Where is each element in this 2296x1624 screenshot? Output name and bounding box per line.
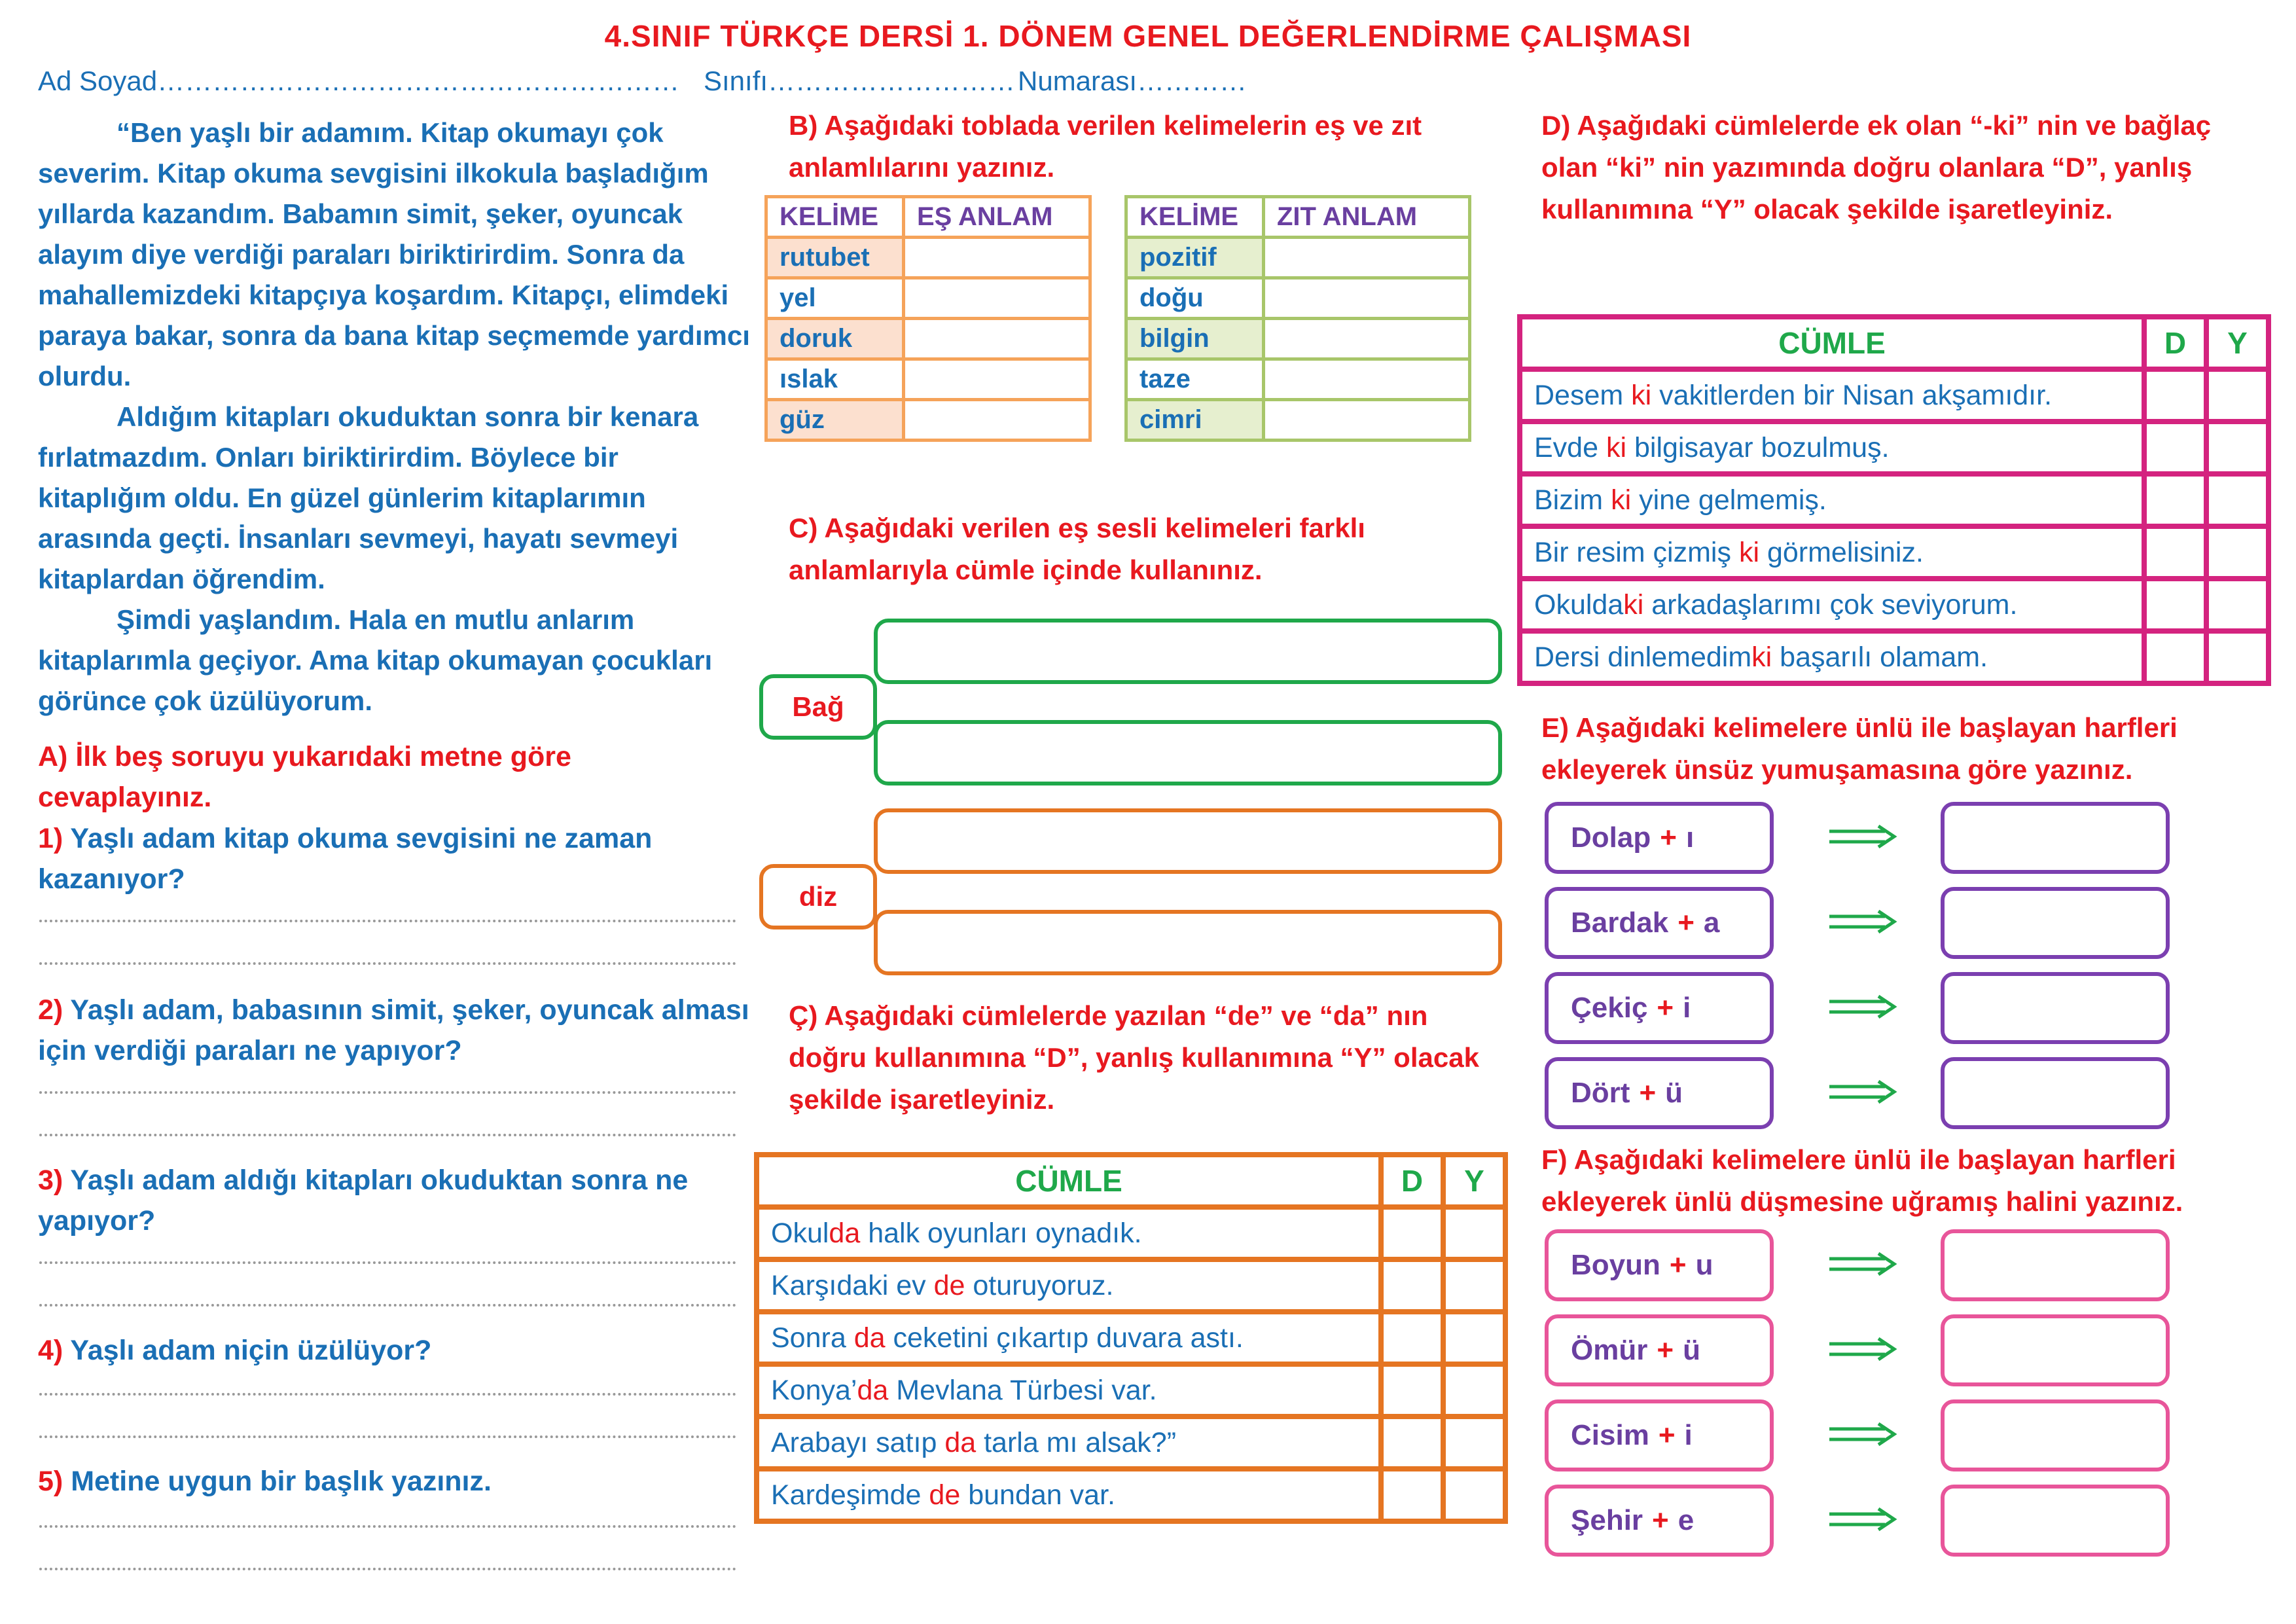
answer-cell[interactable]: [904, 278, 1090, 319]
passage-paragraph: Aldığım kitapları okuduktan sonra bir kenara fırlatmazdım. Onları biriktirirdim. Böylece bir kitaplığım oldu. En güzel günlerim kitaplarımın arasında geçti. İnsanları sevmeyi, hayatı sevmeyi kitaplardan öğrendim.: [38, 401, 699, 594]
word-box: Ömür + ü: [1545, 1314, 1774, 1386]
y-checkbox[interactable]: [1443, 1259, 1505, 1312]
sentence-box[interactable]: [874, 808, 1502, 874]
answer-box[interactable]: [1941, 1399, 2170, 1471]
answer-line[interactable]: [39, 1134, 736, 1136]
sentence-cell: Arabayı satıp da tarla mı alsak?”: [757, 1416, 1381, 1469]
answer-cell[interactable]: [1264, 238, 1470, 278]
answer-line[interactable]: [39, 1393, 736, 1396]
sentence-cell: Okuldaki arkadaşlarımı çok seviyorum.: [1520, 579, 2144, 631]
column-header: CÜMLE: [757, 1155, 1381, 1207]
d-checkbox[interactable]: [1381, 1416, 1443, 1469]
column-header: KELİME: [1126, 197, 1264, 238]
answer-cell[interactable]: [1264, 359, 1470, 400]
d-checkbox[interactable]: [1381, 1259, 1443, 1312]
answer-cell[interactable]: [904, 319, 1090, 359]
passage-paragraph: Şimdi yaşlandım. Hala en mutlu anlarım kitaplarımla geçiyor. Ama kitap okumayan çocukları görünce çok üzülüyorum.: [38, 604, 713, 716]
ki-table: [1517, 314, 2271, 686]
section-b-heading: B) Aşağıdaki toblada verilen kelimelerin eş ve zıt anlamlılarını yazınız.: [789, 110, 1422, 183]
word-cell: yel: [766, 278, 904, 319]
answer-cell[interactable]: [904, 238, 1090, 278]
answer-line[interactable]: [39, 920, 736, 922]
sentence-box[interactable]: [874, 910, 1502, 975]
answer-cell[interactable]: [904, 359, 1090, 400]
section-d-heading: D) Aşağıdaki cümlelerde ek olan “-ki” nin ve bağlaç olan “ki” nin yazımında doğru olanlara “D”, yanlış kullanımına “Y” olacak şekilde işaretleyiniz.: [1541, 110, 2212, 225]
word-cell: cimri: [1126, 400, 1264, 441]
d-checkbox[interactable]: [2144, 369, 2206, 422]
sentence-cell: Okulda halk oyunları oynadık.: [757, 1207, 1381, 1259]
answer-line[interactable]: [39, 1261, 736, 1264]
d-checkbox[interactable]: [1381, 1469, 1443, 1521]
word-box: Dört + ü: [1545, 1057, 1774, 1129]
column-header: D: [1381, 1155, 1443, 1207]
answer-box[interactable]: [1941, 1057, 2170, 1129]
sentence-cell: Kardeşimde de bundan var.: [757, 1469, 1381, 1521]
arrow-right-icon: [1826, 1506, 1898, 1532]
y-checkbox[interactable]: [1443, 1312, 1505, 1364]
synonym-table: [764, 195, 1092, 442]
answer-box[interactable]: [1941, 1229, 2170, 1301]
question-1: [38, 818, 751, 899]
column-header: EŞ ANLAM: [904, 197, 1090, 238]
column-header: KELİME: [766, 197, 904, 238]
question-2: [38, 990, 751, 1071]
y-checkbox[interactable]: [1443, 1469, 1505, 1521]
sentence-cell: Konya’da Mevlana Türbesi var.: [757, 1364, 1381, 1416]
arrow-right-icon: [1826, 1079, 1898, 1105]
answer-box[interactable]: [1941, 972, 2170, 1044]
de-da-table: [754, 1152, 1508, 1524]
answer-box[interactable]: [1941, 1485, 2170, 1557]
d-checkbox[interactable]: [2144, 631, 2206, 683]
section-e-heading: E) Aşağıdaki kelimelere ünlü ile başlayan harfleri ekleyerek ünsüz yumuşamasına göre yazınız.: [1541, 712, 2178, 785]
question-number: 1): [38, 823, 63, 854]
d-checkbox[interactable]: [2144, 579, 2206, 631]
name-field[interactable]: Ad Soyad…………………………………………………: [38, 65, 680, 96]
answer-line[interactable]: [39, 1568, 736, 1570]
number-field[interactable]: Numarası…………: [1018, 65, 1247, 96]
section-c-heading: C) Aşağıdaki verilen eş sesli kelimeleri farklı anlamlarıyla cümle içinde kullanınız.: [789, 513, 1365, 585]
column-header: CÜMLE: [1520, 317, 2144, 369]
question-3: [38, 1160, 751, 1241]
homonym-word: Bağ: [759, 674, 877, 740]
question-4: [38, 1330, 751, 1371]
d-checkbox[interactable]: [1381, 1207, 1443, 1259]
word-box: Şehir + e: [1545, 1485, 1774, 1557]
question-5: [38, 1461, 751, 1502]
d-checkbox[interactable]: [2144, 526, 2206, 579]
y-checkbox[interactable]: [2206, 579, 2269, 631]
arrow-right-icon: [1826, 1251, 1898, 1277]
column-header: Y: [2206, 317, 2269, 369]
word-box: Dolap + ı: [1545, 802, 1774, 874]
word-box: Bardak + a: [1545, 887, 1774, 959]
question-text: Yaşlı adam niçin üzülüyor?: [70, 1335, 432, 1366]
answer-cell[interactable]: [904, 400, 1090, 441]
d-checkbox[interactable]: [2144, 422, 2206, 474]
d-checkbox[interactable]: [2144, 474, 2206, 526]
word-box: Cisim + i: [1545, 1399, 1774, 1471]
word-cell: ıslak: [766, 359, 904, 400]
arrow-right-icon: [1826, 1421, 1898, 1447]
sentence-cell: Dersi dinlemedimki başarılı olamam.: [1520, 631, 2144, 683]
word-cell: taze: [1126, 359, 1264, 400]
question-text: Metine uygun bir başlık yazınız.: [71, 1466, 492, 1497]
y-checkbox[interactable]: [1443, 1364, 1505, 1416]
arrow-right-icon: [1826, 1336, 1898, 1362]
antonym-table: [1124, 195, 1471, 442]
sentence-box[interactable]: [874, 619, 1502, 684]
y-checkbox[interactable]: [2206, 631, 2269, 683]
word-box: Çekiç + i: [1545, 972, 1774, 1044]
question-number: 4): [38, 1335, 63, 1366]
column-header: ZIT ANLAM: [1264, 197, 1470, 238]
word-cell: doğu: [1126, 278, 1264, 319]
answer-box[interactable]: [1941, 887, 2170, 959]
y-checkbox[interactable]: [1443, 1207, 1505, 1259]
y-checkbox[interactable]: [2206, 474, 2269, 526]
section-f-heading: F) Aşağıdaki kelimelere ünlü ile başlayan harfleri ekleyerek ünlü düşmesine uğramış halini yazınız.: [1541, 1144, 2183, 1217]
sentence-cell: Evde ki bilgisayar bozulmuş.: [1520, 422, 2144, 474]
answer-line[interactable]: [39, 1525, 736, 1528]
homonym-word: diz: [759, 864, 877, 929]
answer-cell[interactable]: [1264, 400, 1470, 441]
y-checkbox[interactable]: [2206, 422, 2269, 474]
question-text: Yaşlı adam, babasının simit, şeker, oyuncak alması için verdiği paraları ne yapıyor?: [38, 994, 749, 1066]
arrow-right-icon: [1826, 994, 1898, 1020]
word-cell: bilgin: [1126, 319, 1264, 359]
answer-cell[interactable]: [1264, 319, 1470, 359]
column-header: Y: [1443, 1155, 1505, 1207]
word-cell: pozitif: [1126, 238, 1264, 278]
passage-paragraph: “Ben yaşlı bir adamım. Kitap okumayı çok severim. Kitap okuma sevgisini ilkokula başladığım yıllarda kazandım. Babamın simit, şeker, oyuncak alayım diye verdiği paraları biriktirirdim. Sonra da mahallemizdeki kitapçıya koşardım. Kitapçı, elimdeki paraya bakar, sonra da bana kitap seçmemde yardımcı olurdu.: [38, 117, 750, 391]
word-cell: doruk: [766, 319, 904, 359]
column-header: D: [2144, 317, 2206, 369]
question-text: Yaşlı adam kitap okuma sevgisini ne zaman kazanıyor?: [38, 823, 653, 895]
d-checkbox[interactable]: [1381, 1364, 1443, 1416]
answer-cell[interactable]: [1264, 278, 1470, 319]
question-number: 3): [38, 1164, 63, 1196]
answer-line[interactable]: [39, 1435, 736, 1438]
arrow-right-icon: [1826, 909, 1898, 935]
sentence-cell: Karşıdaki ev de oturuyoruz.: [757, 1259, 1381, 1312]
arrow-right-icon: [1826, 823, 1898, 850]
sentence-cell: Bir resim çizmiş ki görmelisiniz.: [1520, 526, 2144, 579]
word-cell: güz: [766, 400, 904, 441]
section-cc-heading: Ç) Aşağıdaki cümlelerde yazılan “de” ve “da” nın doğru kullanımına “D”, yanlış kullanımına “Y” olacak şekilde işaretleyiniz.: [789, 1000, 1479, 1115]
answer-box[interactable]: [1941, 1314, 2170, 1386]
sentence-cell: Sonra da ceketini çıkartıp duvara astı.: [757, 1312, 1381, 1364]
question-number: 2): [38, 994, 63, 1026]
class-field[interactable]: Sınıfı………………………: [704, 65, 1016, 96]
y-checkbox[interactable]: [1443, 1416, 1505, 1469]
answer-line[interactable]: [39, 1091, 736, 1094]
sentence-cell: Bizim ki yine gelmemiş.: [1520, 474, 2144, 526]
question-number: 5): [38, 1466, 63, 1497]
section-a-heading: A) İlk beş soruyu yukarıdaki metne göre cevaplayınız.: [38, 741, 571, 813]
answer-line[interactable]: [39, 962, 736, 965]
d-checkbox[interactable]: [1381, 1312, 1443, 1364]
reading-passage: [38, 113, 751, 721]
page-title: 4.SINIF TÜRKÇE DERSİ 1. DÖNEM GENEL DEĞERLENDİRME ÇALIŞMASI: [604, 19, 1692, 53]
y-checkbox[interactable]: [2206, 369, 2269, 422]
answer-box[interactable]: [1941, 802, 2170, 874]
answer-line[interactable]: [39, 1304, 736, 1307]
sentence-box[interactable]: [874, 720, 1502, 785]
word-box: Boyun + u: [1545, 1229, 1774, 1301]
sentence-cell: Desem ki vakitlerden bir Nisan akşamıdır.: [1520, 369, 2144, 422]
word-cell: rutubet: [766, 238, 904, 278]
y-checkbox[interactable]: [2206, 526, 2269, 579]
question-text: Yaşlı adam aldığı kitapları okuduktan sonra ne yapıyor?: [38, 1164, 689, 1236]
